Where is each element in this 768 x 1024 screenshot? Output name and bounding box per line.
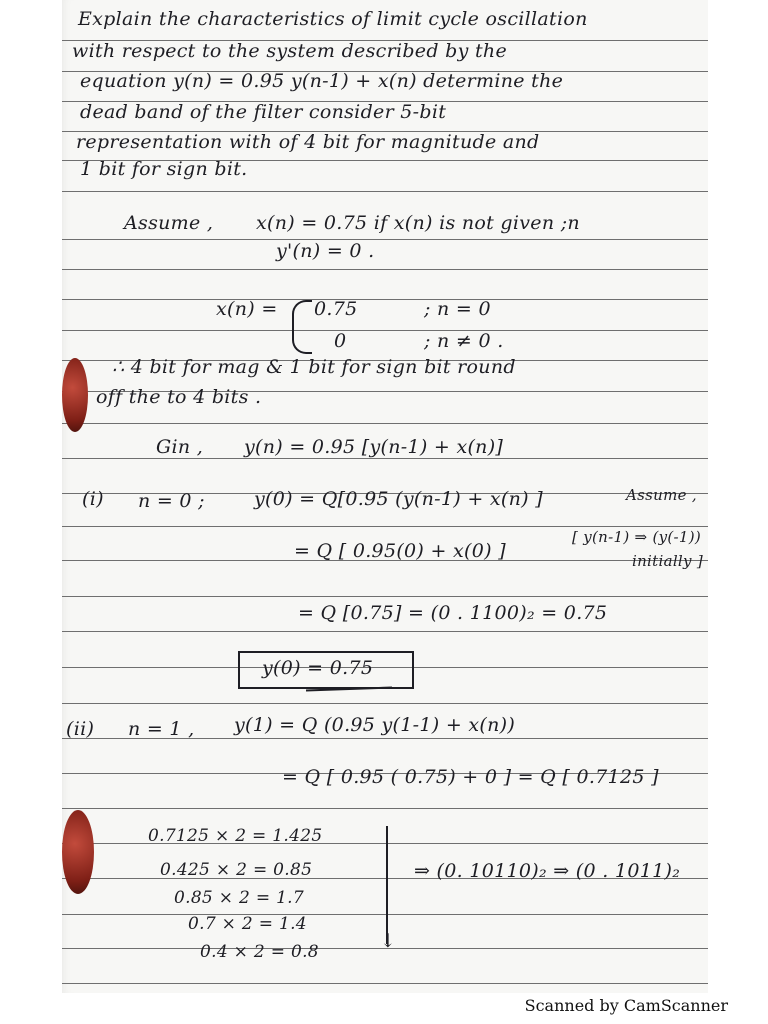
piecewise-lhs: x(n) = [216, 298, 278, 320]
ruled-line [62, 239, 708, 240]
scanner-watermark: Scanned by CamScanner [524, 996, 728, 1015]
question-line-6: 1 bit for sign bit. [80, 158, 248, 180]
assume-y-initial: y'(n) = 0 . [276, 240, 375, 262]
ruled-line [62, 191, 708, 192]
down-arrow-line [386, 826, 388, 944]
step1-note-initial: [ y(n-1) ⇒ (y(-1)) [572, 528, 702, 546]
step2-line-2: = Q [ 0.95 ( 0.75) + 0 ] = Q [ 0.7125 ] [282, 766, 659, 788]
thumb-artifact [62, 810, 94, 894]
step1-line-3: = Q [0.75] = (0 . 1100)₂ = 0.75 [298, 602, 608, 624]
piecewise-row2-value: 0 [334, 330, 347, 352]
piecewise-row2-condition: ; n ≠ 0 . [424, 330, 504, 352]
step1-note-initially: initially ] [632, 552, 704, 570]
ruled-line [62, 526, 708, 527]
step1-n: n = 0 ; [138, 490, 205, 512]
step1-note-assume: Assume , [626, 486, 697, 504]
step1-number: (i) [82, 488, 104, 510]
rounding-note-line-2: off the to 4 bits . [96, 386, 262, 408]
binary-row: 0.7 × 2 = 1.4 [188, 914, 307, 934]
question-line-4: dead band of the filter consider 5-bit [80, 101, 447, 123]
thumb-artifact [62, 358, 88, 432]
ruled-line [62, 458, 708, 459]
step1-result: y(0) = 0.75 [262, 657, 374, 679]
ruled-line [62, 631, 708, 632]
given-label: Gin , [156, 436, 204, 458]
ruled-line [62, 596, 708, 597]
piecewise-brace [292, 300, 312, 354]
ruled-line [62, 703, 708, 704]
assume-label: Assume , [124, 212, 214, 234]
question-line-3: equation y(n) = 0.95 y(n-1) + x(n) determine the [80, 70, 564, 92]
down-arrow-icon: ↓ [380, 930, 397, 952]
ruled-line [62, 983, 708, 984]
binary-row: 0.85 × 2 = 1.7 [174, 888, 305, 908]
ruled-line [62, 330, 708, 331]
ruled-line [62, 914, 708, 915]
binary-row: 0.425 × 2 = 0.85 [160, 860, 313, 880]
question-line-1: Explain the characteristics of limit cycle oscillation [78, 8, 588, 30]
ruled-line [62, 808, 708, 809]
ruled-line [62, 299, 708, 300]
piecewise-row1-condition: ; n = 0 [424, 298, 491, 320]
question-line-2: with respect to the system described by the [72, 40, 508, 62]
rounding-note-line-1: ∴ 4 bit for mag & 1 bit for sign bit round [112, 356, 516, 378]
step1-equation: y(0) = Q[0.95 (y(n-1) + x(n) ] [254, 488, 543, 510]
binary-result: ⇒ (0. 10110)₂ ⇒ (0 . 1011)₂ [414, 860, 681, 882]
step2-n: n = 1 , [128, 718, 195, 740]
assume-x-value: x(n) = 0.75 if x(n) is not given ;n [256, 212, 580, 234]
step1-line-2: = Q [ 0.95(0) + x(0) ] [294, 540, 506, 562]
binary-row: 0.4 × 2 = 0.8 [200, 942, 319, 962]
ruled-line [62, 269, 708, 270]
question-line-5: representation with of 4 bit for magnitude and [76, 131, 540, 153]
ruled-line [62, 423, 708, 424]
given-equation: y(n) = 0.95 [y(n-1) + x(n)] [244, 436, 504, 458]
piecewise-row1-value: 0.75 [314, 298, 358, 320]
step2-equation: y(1) = Q (0.95 y(1-1) + x(n)) [234, 714, 516, 736]
binary-row: 0.7125 × 2 = 1.425 [148, 826, 323, 846]
step2-number: (ii) [66, 718, 95, 740]
